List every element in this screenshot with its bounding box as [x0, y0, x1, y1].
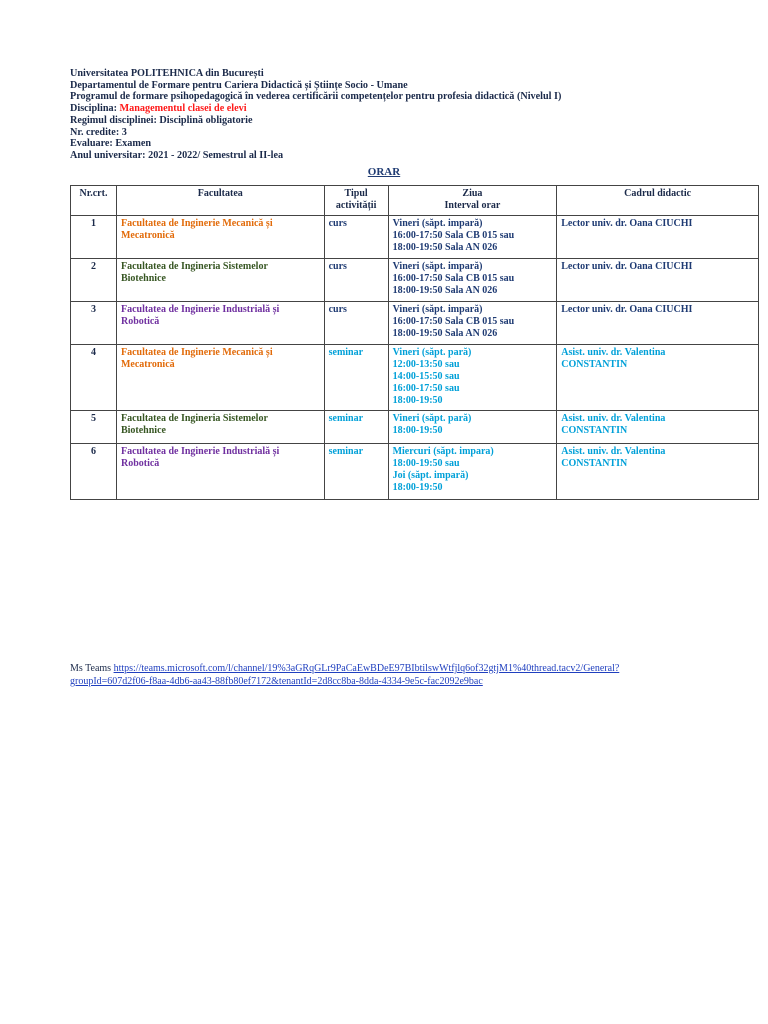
row-teacher: Lector univ. dr. Oana CIUCHI — [557, 216, 759, 259]
table-row — [71, 444, 759, 500]
header-teacher: Cadrul didactic — [557, 186, 759, 216]
academic-year-line: Anul universitar: 2021 - 2022/ Semestrul al II-lea — [70, 149, 284, 161]
department-name: Departamentul de Formare pentru Cariera Didactică și Științe Socio - Umane — [70, 79, 408, 91]
teams-link[interactable]: https://teams.microsoft.com/l/channel/19%3aGRqGLr9PaCaEwBDeE97BIbtilswWtfjlq6of32gtjM1%40thread.tacv2/General? groupId=607d2f06-f8aa-4db6-aa43-88fb80ef7172&tenantId=2d8cc8ba-8dda-4334-9e5c-fac2092e9bac — [70, 663, 620, 687]
teams-label: Ms Teams — [70, 663, 114, 674]
row-day: Vineri (săpt. impară) 16:00-17:50 Sala CB 015 sau 18:00-19:50 Sala AN 026 — [388, 259, 557, 302]
row-nr: 2 — [71, 259, 117, 302]
table-row — [71, 411, 759, 444]
row-day: Vineri (săpt. impară) 16:00-17:50 Sala CB 015 sau 18:00-19:50 Sala AN 026 — [388, 216, 557, 259]
row-type: seminar — [324, 411, 388, 444]
row-faculty: Facultatea de Inginerie Industrială și Robotică — [116, 444, 324, 500]
discipline-value: Managementul clasei de elevi — [119, 103, 247, 115]
teams-section — [70, 662, 690, 688]
row-nr: 4 — [71, 345, 117, 411]
row-faculty: Facultatea de Ingineria Sistemelor Biotehnice — [116, 259, 324, 302]
table-title: ORAR — [367, 166, 401, 178]
regime-line: Regimul disciplinei: Disciplină obligatorie — [70, 114, 253, 126]
discipline-label: Disciplina: — [70, 103, 120, 115]
row-nr: 6 — [71, 444, 117, 500]
evaluation-line: Evaluare: Examen — [70, 138, 152, 150]
schedule-table — [70, 185, 759, 500]
row-nr: 1 — [71, 216, 117, 259]
row-faculty: Facultatea de Inginerie Mecanică și Mecatronică — [116, 345, 324, 411]
row-teacher: Asist. univ. dr. Valentina CONSTANTIN — [557, 444, 759, 500]
row-faculty: Facultatea de Inginerie Industrială și Robotică — [116, 302, 324, 345]
row-teacher: Lector univ. dr. Oana CIUCHI — [557, 302, 759, 345]
row-day: Vineri (săpt. pară) 18:00-19:50 — [388, 411, 557, 444]
discipline-line — [70, 103, 561, 115]
row-type: seminar — [324, 444, 388, 500]
university-name: Universitatea POLITEHNICA din București — [70, 68, 264, 79]
row-faculty: Facultatea de Ingineria Sistemelor Biotehnice — [116, 411, 324, 444]
table-row — [71, 259, 759, 302]
program-name: Programul de formare psihopedagogică în vederea certificării competențelor pentru profesia didactică (Nivelul I) — [70, 91, 562, 103]
row-day: Vineri (săpt. pară) 12:00-13:50 sau 14:00-15:50 sau 16:00-17:50 sau 18:00-19:50 — [388, 345, 557, 411]
table-header-row — [71, 186, 759, 216]
row-type: seminar — [324, 345, 388, 411]
row-day: Vineri (săpt. impară) 16:00-17:50 Sala CB 015 sau 18:00-19:50 Sala AN 026 — [388, 302, 557, 345]
table-row — [71, 345, 759, 411]
header-faculty: Facultatea — [116, 186, 324, 216]
row-type: curs — [324, 216, 388, 259]
header-type: Tipul activității — [324, 186, 388, 216]
header-day: Ziua Interval orar — [388, 186, 557, 216]
document-header — [70, 68, 561, 162]
header-nr: Nr.crt. — [71, 186, 117, 216]
table-row — [71, 216, 759, 259]
row-teacher: Asist. univ. dr. Valentina CONSTANTIN — [557, 411, 759, 444]
row-nr: 5 — [71, 411, 117, 444]
row-faculty: Facultatea de Inginerie Mecanică și Mecatronică — [116, 216, 324, 259]
row-type: curs — [324, 302, 388, 345]
row-type: curs — [324, 259, 388, 302]
row-teacher: Asist. univ. dr. Valentina CONSTANTIN — [557, 345, 759, 411]
credits-line: Nr. credite: 3 — [70, 126, 127, 138]
row-teacher: Lector univ. dr. Oana CIUCHI — [557, 259, 759, 302]
table-row — [71, 302, 759, 345]
row-nr: 3 — [71, 302, 117, 345]
row-day: Miercuri (săpt. impara) 18:00-19:50 sau Joi (săpt. impară) 18:00-19:50 — [388, 444, 557, 500]
